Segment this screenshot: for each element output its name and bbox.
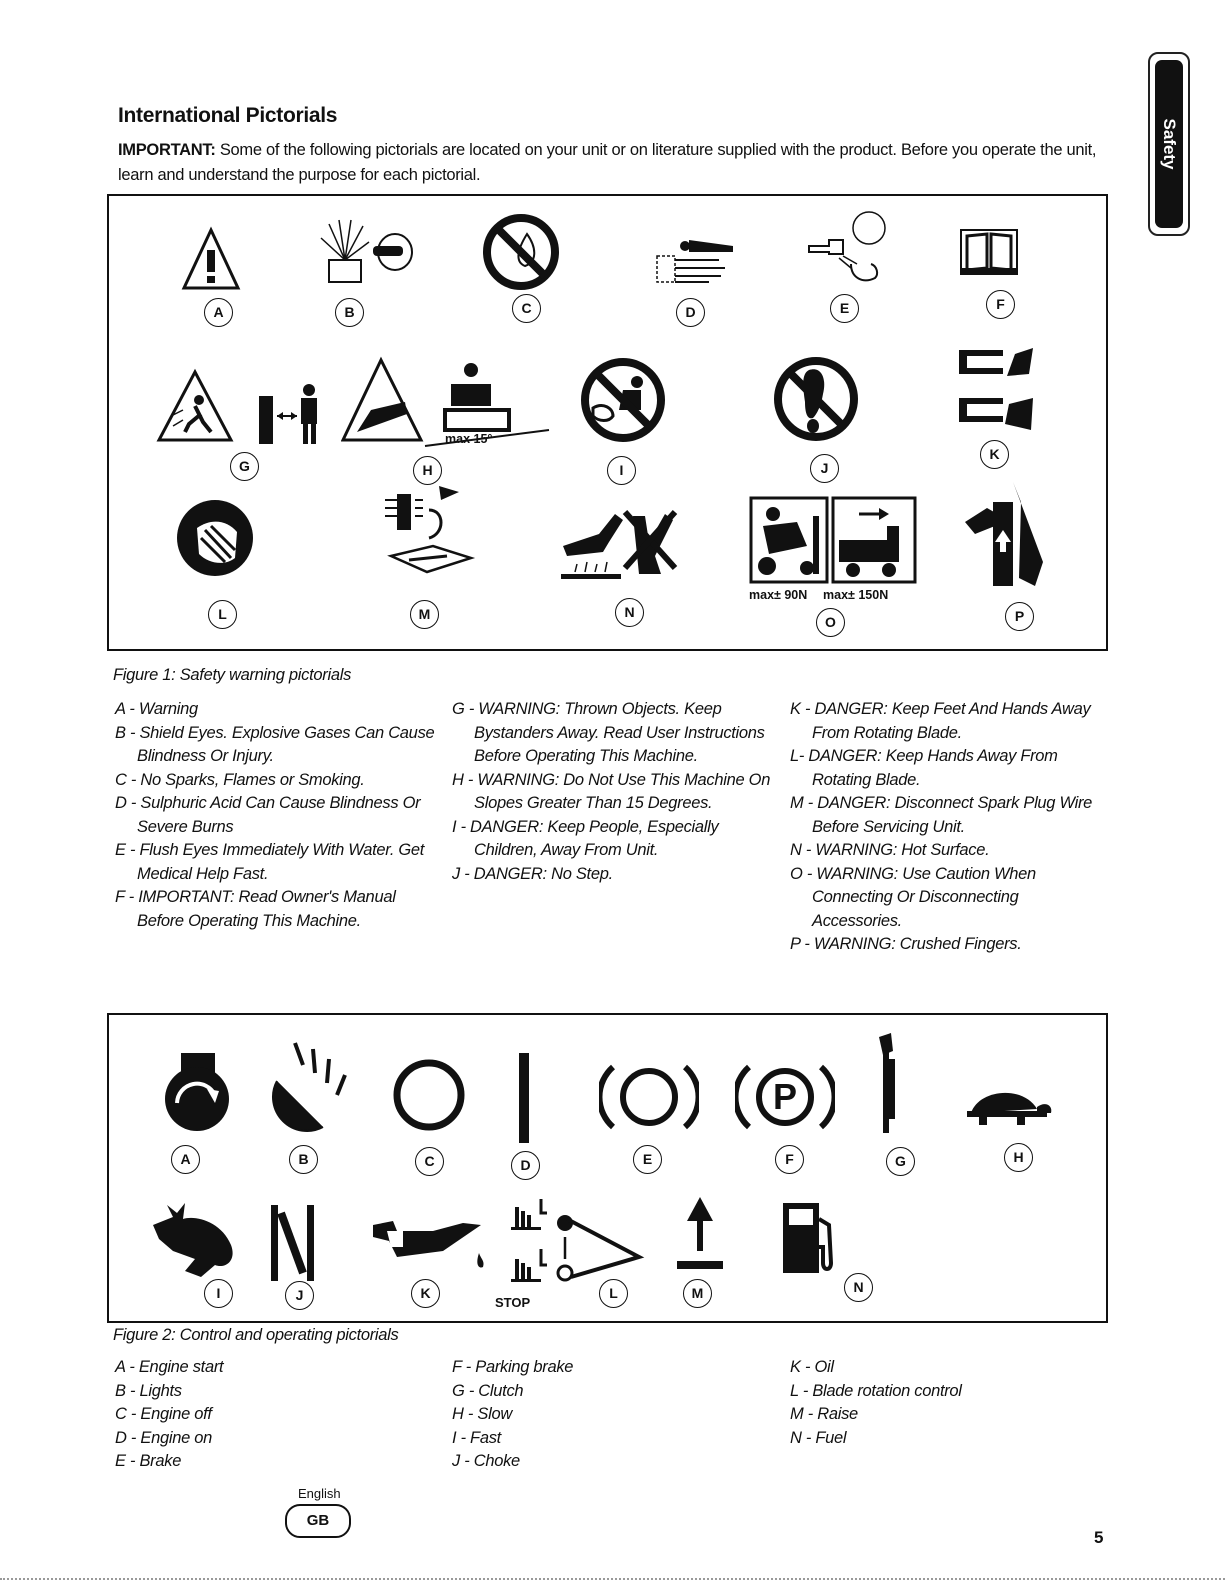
brake-icon [599, 1059, 699, 1135]
pictorial-letter: F [775, 1145, 804, 1174]
figure1-legend-col2 [452, 698, 782, 886]
pictorial-letter: G [230, 452, 259, 481]
pictorial-letter: D [511, 1151, 540, 1180]
figure2-legend-col3 [790, 1356, 1110, 1450]
keep-distance-icon [255, 378, 327, 448]
eye-wash-icon [799, 206, 899, 291]
legend-item: A - Warning [115, 700, 198, 718]
pictorial-letter: E [830, 294, 859, 323]
eye-explosion-icon [307, 218, 417, 288]
legend-item: D - Engine on [115, 1428, 212, 1447]
pictorial-letter: A [171, 1145, 200, 1174]
safety-tab-label: Safety [1160, 118, 1179, 170]
legend-item: C - No Sparks, Flames or Smoking. [115, 770, 365, 789]
no-flame-icon [481, 212, 561, 292]
legend-item: G - WARNING: Thrown Objects. Keep Bystanders Away. Read User Instructions Before Operating This Machine. [452, 700, 765, 765]
rabbit-fast-icon [145, 1199, 245, 1289]
thrown-objects-icon [155, 366, 235, 446]
no-step-icon [771, 354, 861, 444]
figure1-legend-col1 [115, 698, 435, 933]
blade-control-icon [507, 1193, 647, 1297]
force-label-1: max± 90N [749, 588, 808, 602]
legend-item: N - WARNING: Hot Surface. [790, 841, 990, 859]
pictorial-letter: M [683, 1279, 712, 1308]
choke-icon [267, 1199, 319, 1285]
spark-plug-manual-icon [379, 486, 479, 591]
figure1-legend-col3 [790, 698, 1110, 957]
figure1-caption: Figure 1: Safety warning pictorials [113, 666, 352, 684]
legend-item: N - Fuel [790, 1428, 847, 1447]
pictorial-letter: M [410, 600, 439, 629]
legend-item: E - Flush Eyes Immediately With Water. Get Medical Help Fast. [115, 841, 425, 883]
lights-icon [263, 1035, 359, 1133]
intro-lead: IMPORTANT: [118, 141, 216, 159]
intro-paragraph [118, 138, 1108, 188]
legend-item: E - Brake [115, 1452, 182, 1470]
pictorial-letter: D [676, 298, 705, 327]
language-badge: GB [285, 1504, 351, 1538]
legend-item: C - Engine off [115, 1405, 212, 1423]
turtle-slow-icon [957, 1081, 1057, 1135]
hot-surface-icon [559, 502, 679, 582]
oil-can-icon [363, 1211, 489, 1275]
legend-item: J - DANGER: No Step. [452, 864, 613, 883]
legend-item: O - WARNING: Use Caution When Connecting Or Disconnecting Accessories. [790, 864, 1036, 930]
legend-item: I - DANGER: Keep People, Especially Children, Away From Unit. [452, 817, 719, 859]
figure2-caption: Figure 2: Control and operating pictorials [113, 1326, 399, 1344]
legend-item: M - Raise [790, 1405, 858, 1423]
no-children-icon [579, 356, 667, 444]
legend-item: J - Choke [452, 1452, 520, 1470]
pictorial-letter: I [204, 1279, 233, 1308]
pictorial-letter: K [411, 1279, 440, 1308]
pictorial-letter: I [607, 456, 636, 485]
figure2-legend-col2 [452, 1356, 772, 1474]
pictorial-letter: N [844, 1273, 873, 1302]
legend-item: A - Engine start [115, 1358, 224, 1376]
clutch-icon [873, 1031, 905, 1135]
legend-item: L- DANGER: Keep Hands Away From Rotating Blade. [790, 747, 1058, 789]
pictorial-letter: J [285, 1281, 314, 1310]
accessory-connect-icon [749, 496, 919, 586]
legend-item: P - WARNING: Crushed Fingers. [790, 935, 1022, 953]
figure2-legend-col1 [115, 1356, 435, 1474]
pictorial-letter: K [980, 440, 1009, 469]
pictorial-letter: C [512, 294, 541, 323]
pictorial-letter: A [204, 298, 233, 327]
page-title: International Pictorials [118, 104, 338, 127]
legend-item: L - Blade rotation control [790, 1381, 962, 1400]
legend-item: H - WARNING: Do Not Use This Machine On Slopes Greater Than 15 Degrees. [452, 770, 771, 812]
pictorial-letter: E [633, 1145, 662, 1174]
feet-hands-blade-icon [957, 344, 1035, 434]
page-number: 5 [1094, 1528, 1104, 1547]
legend-item: F - IMPORTANT: Read Owner's Manual Before Operating This Machine. [115, 888, 396, 930]
pictorial-letter: H [1004, 1143, 1033, 1172]
pictorial-letter: N [615, 598, 644, 627]
legend-item: M - DANGER: Disconnect Spark Plug Wire Before Servicing Unit. [790, 794, 1093, 836]
language-label: English [298, 1486, 341, 1501]
fuel-pump-icon [779, 1199, 841, 1281]
raise-arrow-icon [675, 1195, 725, 1279]
legend-item: D - Sulphuric Acid Can Cause Blindness Or Severe Burns [115, 794, 421, 836]
pictorial-letter: L [599, 1279, 628, 1308]
pictorial-letter: C [415, 1147, 444, 1176]
crushed-fingers-icon [961, 482, 1047, 592]
pictorial-letter: B [289, 1145, 318, 1174]
legend-item: K - DANGER: Keep Feet And Hands Away From Rotating Blade. [790, 700, 1091, 742]
legend-item: F - Parking brake [452, 1358, 574, 1376]
control-pictorials-panel [107, 1013, 1108, 1323]
acid-hand-icon [649, 216, 739, 288]
svg-text:P: P [772, 1076, 798, 1117]
engine-start-icon [161, 1051, 233, 1135]
slope-max-label: max 15° [445, 432, 493, 446]
legend-item: B - Lights [115, 1381, 182, 1400]
engine-on-icon [515, 1051, 535, 1147]
bottom-rule [0, 1578, 1225, 1580]
stop-label: STOP [495, 1295, 531, 1310]
safety-tab [1148, 52, 1190, 236]
legend-item: I - Fast [452, 1428, 501, 1447]
pictorial-letter: F [986, 290, 1015, 319]
legend-item: H - Slow [452, 1405, 512, 1423]
pictorial-letter: H [413, 456, 442, 485]
pictorial-letter: B [335, 298, 364, 327]
intro-text: Some of the following pictorials are located on your unit or on literature supplied with the product. Before you operate the unit, learn and understand the purpose for each pictorial. [118, 141, 1097, 184]
parking-brake-icon [735, 1059, 835, 1135]
hand-blade-icon [175, 498, 255, 578]
engine-off-icon [391, 1055, 467, 1135]
pictorial-letter: G [886, 1147, 915, 1176]
warning-triangle-icon [181, 226, 241, 291]
pictorial-letter: O [816, 608, 845, 637]
safety-pictorials-panel [107, 194, 1108, 651]
legend-item: K - Oil [790, 1358, 834, 1376]
manual-book-icon [957, 226, 1021, 278]
force-label-2: max± 150N [823, 588, 889, 602]
legend-item: B - Shield Eyes. Explosive Gases Can Cause Blindness Or Injury. [115, 723, 435, 765]
pictorial-letter: P [1005, 602, 1034, 631]
legend-item: G - Clutch [452, 1381, 524, 1400]
pictorial-letter: J [810, 454, 839, 483]
pictorial-letter: L [208, 600, 237, 629]
